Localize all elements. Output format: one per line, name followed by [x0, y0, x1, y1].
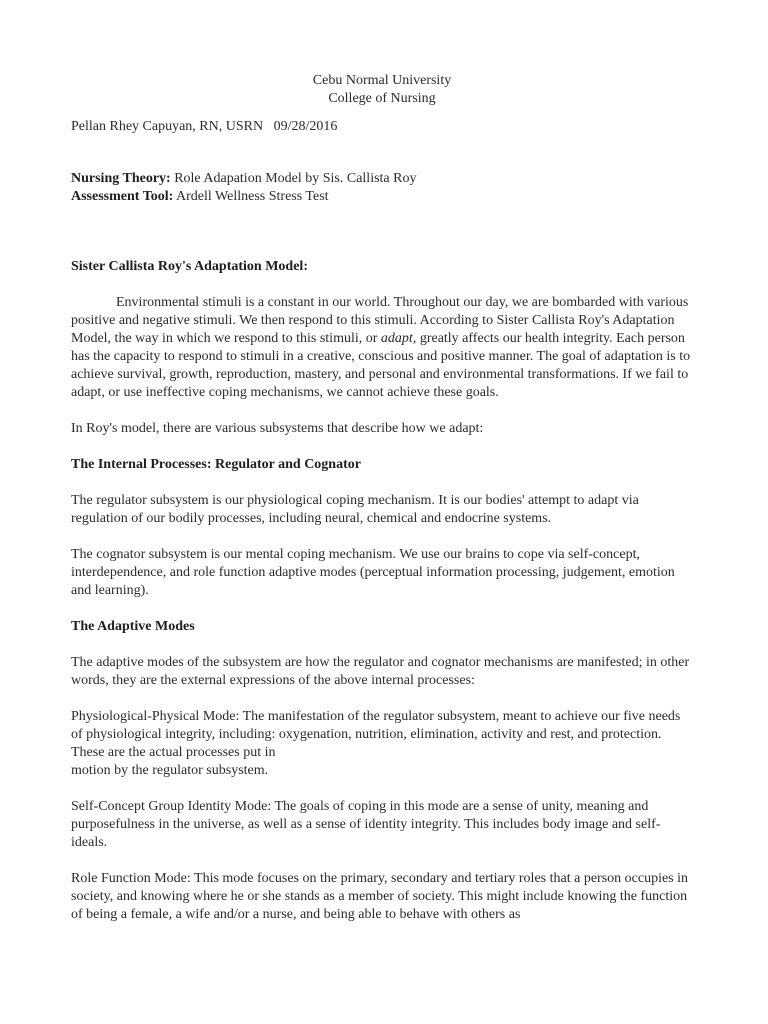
paragraph-adaptive-modes-intro: The adaptive modes of the subsystem are how the regulator and cognator mechanisms are manifested; in other words, they are the external expressions of the above internal processes:	[71, 655, 690, 688]
section-heading-internal-processes: The Internal Processes: Regulator and Cognator	[71, 457, 361, 472]
assessment-tool-value: Ardell Wellness Stress Test	[173, 189, 329, 204]
section-heading-adaptation-model: Sister Callista Roy's Adaptation Model:	[71, 259, 308, 274]
assessment-tool-label: Assessment Tool:	[71, 189, 174, 204]
section-heading-adaptive-modes: The Adaptive Modes	[71, 619, 195, 634]
paragraph-subsystems-intro: In Roy's model, there are various subsystems that describe how we adapt:	[71, 421, 484, 436]
paragraph-physiological-mode	[71, 708, 693, 780]
nursing-theory-line	[71, 170, 693, 188]
author-line: Pellan Rhey Capuyan, RN, USRN 09/28/2016	[71, 119, 338, 134]
emphasis-adapt: adapt	[380, 331, 413, 346]
nursing-theory-value: Role Adapation Model by Sis. Callista Roy	[170, 171, 417, 186]
nursing-theory-label: Nursing Theory:	[71, 171, 171, 186]
document-page	[71, 72, 693, 924]
paragraph-self-concept-mode: Self-Concept Group Identity Mode: The goals of coping in this mode are a sense of unity, meaning and purposefulness in the universe, as well as a sense of identity integrity. This includes body image and self-ideals.	[71, 799, 661, 850]
paragraph-text: motion by the regulator subsystem.	[71, 763, 269, 778]
paragraph-environmental-stimuli	[71, 294, 693, 402]
paragraph-text: Environmental stimuli is a constant in our world. Throughout our day, we are bombarded with various positive and negative stimuli. We then respond to this stimuli. According to Sister Callista Roy's Adaptation Model, the way in which we respond to this stimuli, or	[71, 295, 689, 346]
college-name: College of Nursing	[328, 91, 436, 106]
paragraph-text: Physiological-Physical Mode: The manifestation of the regulator subsystem, meant to achieve our five needs of physiological integrity, including: oxygenation, nutrition, elimination, activity and rest, and protection. These are the actual processes put in	[71, 709, 681, 760]
paragraph-role-function-mode: Role Function Mode: This mode focuses on the primary, secondary and tertiary roles that a person occupies in society, and knowing where he or she stands as a member of society. This might include knowing the function of being a female, a wife and/or a nurse, and being able to behave with others as	[71, 871, 689, 922]
assessment-tool-line	[71, 188, 693, 206]
paragraph-text: , greatly affects our health integrity. Each person has the capacity to respond to stimuli in a creative, conscious and positive manner. The goal of adaptation is to achieve survival, growth, reproduction, mastery, and personal and environmental transformations. If we fail to adapt, or use ineffective coping mechanisms, we cannot achieve these goals.	[71, 331, 691, 400]
paragraph-regulator: The regulator subsystem is our physiological coping mechanism. It is our bodies' attempt to adapt via regulation of our bodily processes, including neural, chemical and endocrine systems.	[71, 493, 639, 526]
university-name: Cebu Normal University	[312, 73, 452, 88]
paragraph-cognator: The cognator subsystem is our mental coping mechanism. We use our brains to cope via self-concept, interdependence, and role function adaptive modes (perceptual information processing, judgement, emotion and learning).	[71, 547, 675, 598]
